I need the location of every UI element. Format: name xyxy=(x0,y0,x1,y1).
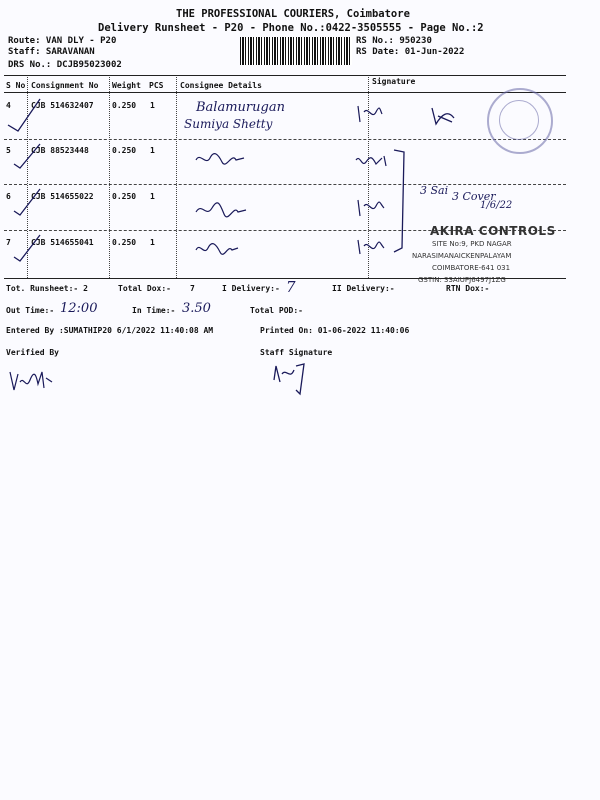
handwritten-note: 3 Cover xyxy=(452,190,496,203)
row-weight: 0.250 xyxy=(112,101,137,110)
entered-by: Entered By :SUMATHIP20 6/1/2022 11:40:08 AM xyxy=(6,326,214,335)
tick-mark xyxy=(10,187,44,219)
row-consignment: CJB 514655022 xyxy=(31,192,94,201)
row-divider xyxy=(4,184,566,185)
company-title: THE PROFESSIONAL COURIERS, Coimbatore xyxy=(176,8,410,20)
receiver-signature xyxy=(356,198,386,220)
tick-mark xyxy=(4,95,44,135)
row-sno: 7 xyxy=(6,238,11,247)
in-time-handwritten: 3.50 xyxy=(182,301,211,316)
tick-mark xyxy=(10,233,44,265)
row-sno: 4 xyxy=(6,101,11,110)
column-divider xyxy=(109,77,110,278)
row-weight: 0.250 xyxy=(112,146,137,155)
col-header-sno: S No xyxy=(6,81,26,90)
ii-delivery-label: II Delivery:- xyxy=(332,284,395,293)
row-pcs: 1 xyxy=(150,192,155,201)
receiver-signature xyxy=(356,104,384,124)
total-dox-label: Total Dox:- xyxy=(118,284,171,293)
bracket-mark xyxy=(392,148,412,258)
in-time-label: In Time:- xyxy=(132,306,176,315)
receiver-signature xyxy=(354,152,388,174)
staff-label: Staff: SARAVANAN xyxy=(8,47,95,57)
col-header-consignment: Consignment No xyxy=(31,81,99,90)
handwritten-consignee: Sumiya Shetty xyxy=(184,117,273,131)
route-label: Route: VAN DLY - P20 xyxy=(8,36,117,46)
round-seal-inner xyxy=(499,100,539,140)
row-pcs: 1 xyxy=(150,146,155,155)
col-header-signature: Signature xyxy=(372,77,416,86)
verified-signature xyxy=(8,368,56,398)
round-seal-stamp xyxy=(487,88,553,154)
row-sno: 5 xyxy=(6,146,11,155)
total-pod-label: Total POD:- xyxy=(250,306,303,315)
handwritten-note: 3 Sai xyxy=(420,184,449,197)
receiver-signature xyxy=(428,104,458,128)
handwritten-consignee-signature xyxy=(194,240,240,258)
row-consignment: CJB 88523448 xyxy=(31,146,89,155)
handwritten-consignee-signature xyxy=(194,200,248,220)
table-header-rule xyxy=(4,92,566,93)
stamp-gstin: GSTIN: 33AIUPJ6497J1ZG xyxy=(418,276,506,284)
stamp-address: NARASIMANAICKENPALAYAM xyxy=(412,252,512,260)
stamp-company-name: AKIRA CONTROLS xyxy=(430,224,556,238)
staff-signature xyxy=(272,360,312,398)
verified-by-label: Verified By xyxy=(6,348,59,357)
row-sno: 6 xyxy=(6,192,11,201)
barcode xyxy=(240,37,352,65)
row-pcs: 1 xyxy=(150,101,155,110)
out-time-handwritten: 12:00 xyxy=(60,301,98,316)
rtn-dox-label: RTN Dox:- xyxy=(446,284,490,293)
row-divider xyxy=(4,139,566,140)
total-dox-value: 7 xyxy=(190,284,195,293)
row-pcs: 1 xyxy=(150,238,155,247)
i-delivery-handwritten: 7 xyxy=(286,278,296,296)
drs-label: DRS No.: DCJB95023002 xyxy=(8,60,122,70)
printed-on: Printed On: 01-06-2022 11:40:06 xyxy=(260,326,410,335)
handwritten-consignee-signature xyxy=(194,150,246,168)
row-consignment: CJB 514632407 xyxy=(31,101,94,110)
row-weight: 0.250 xyxy=(112,192,137,201)
handwritten-consignee: Balamurugan xyxy=(196,100,285,115)
runsheet-title: Delivery Runsheet - P20 - Phone No.:0422-3505555 - Page No.:2 xyxy=(98,22,484,34)
stamp-address: SITE No:9, PKD NAGAR xyxy=(432,240,512,248)
row-weight: 0.250 xyxy=(112,238,137,247)
handwritten-note: 1/6/22 xyxy=(480,200,513,211)
i-delivery-label: I Delivery:- xyxy=(222,284,280,293)
rs-date: RS Date: 01-Jun-2022 xyxy=(356,47,465,57)
tick-mark xyxy=(10,142,44,172)
staff-signature-label: Staff Signature xyxy=(260,348,333,357)
stamp-address: COIMBATORE-641 031 xyxy=(432,264,511,272)
rs-number: RS No.: 950230 xyxy=(356,36,432,46)
col-header-weight: Weight xyxy=(112,81,141,90)
out-time-label: Out Time:- xyxy=(6,306,55,315)
receiver-signature xyxy=(356,238,386,258)
row-consignment: CJB 514655041 xyxy=(31,238,94,247)
col-header-pcs: PCS xyxy=(149,81,164,90)
col-header-consignee: Consignee Details xyxy=(180,81,262,90)
tot-runsheet: Tot. Runsheet:- 2 xyxy=(6,284,88,293)
table-top-rule xyxy=(4,75,566,76)
column-divider xyxy=(176,77,177,278)
